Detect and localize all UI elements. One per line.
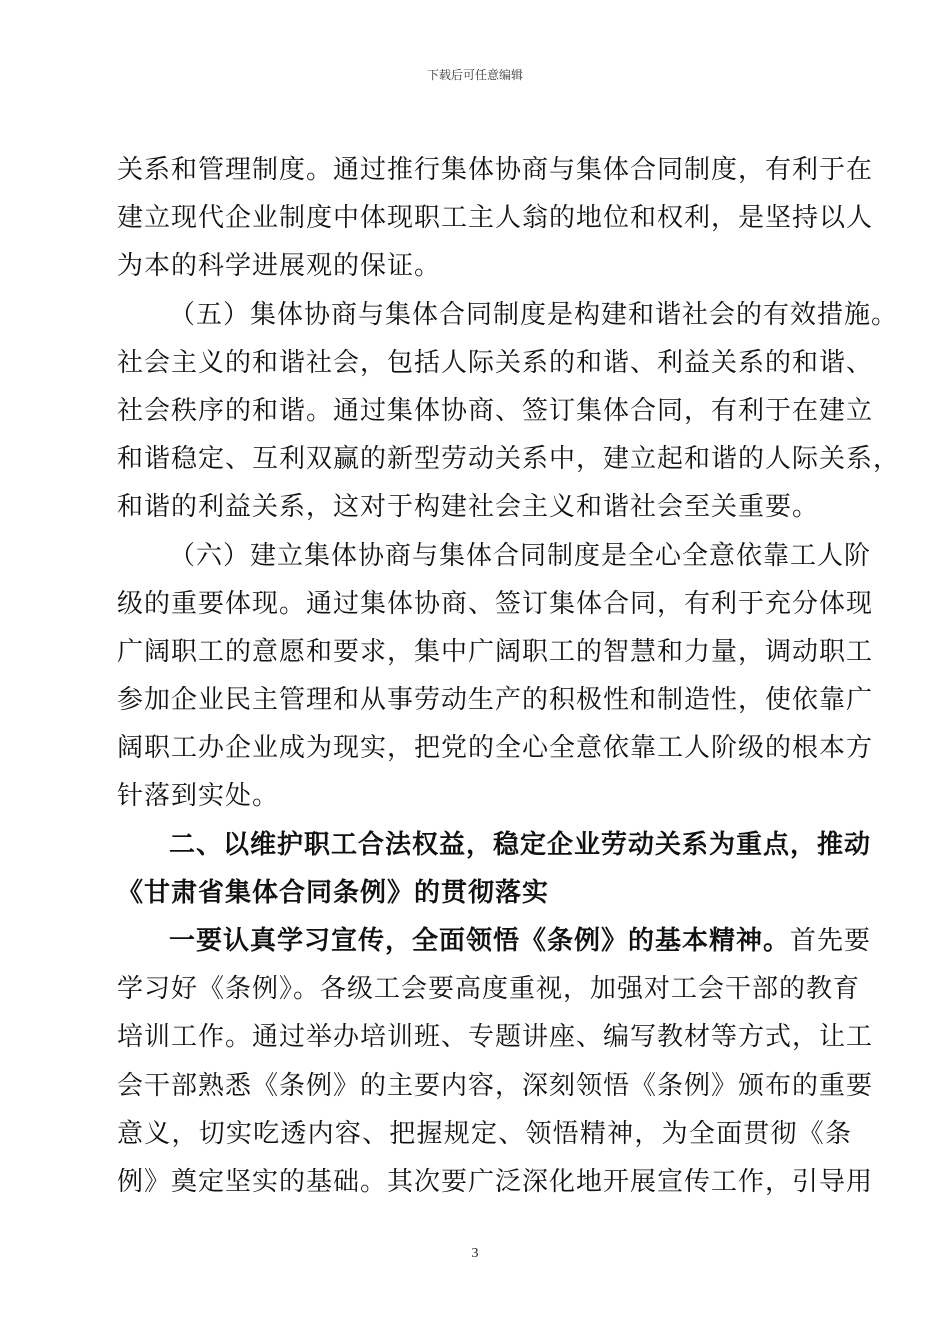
section-heading: 二、以维护职工合法权益，稳定企业劳动关系为重点，推动 [169,829,872,860]
text-line: （六）建立集体协商与集体合同制度是全心全意依靠工人阶 [169,540,872,571]
text-line: 为本的科学进展观的保证。 [117,251,442,282]
text-line: 例》奠定坚实的基础。其次要广泛深化地开展宣传工作，引导用 [117,1166,874,1197]
document-body [117,146,901,1206]
text-line: 培训工作。通过举办培训班、专题讲座、编写教材等方式，让工 [117,1022,874,1053]
text-line: 会干部熟悉《条例》的主要内容，深刻领悟《条例》颁布的重要 [117,1070,874,1101]
bold-lead: 一要认真学习宣传，全面领悟《条例》的基本精神。 [169,926,791,956]
text-line: 阔职工办企业成为现实，把党的全心全意依靠工人阶级的根本方 [117,733,874,764]
page-number: 3 [471,1246,479,1261]
text-line: 和谐稳定、互利双赢的新型劳动关系中，建立起和谐的人际关系， [117,444,901,475]
text-line: （五）集体协商与集体合同制度是构建和谐社会的有效措施。 [169,299,899,330]
section-heading: 《甘肃省集体合同条例》的贯彻落实 [117,877,550,908]
text-line: 参加企业民主管理和从事劳动生产的积极性和制造性，使依靠广 [117,685,874,716]
text-line: 和谐的利益关系，这对于构建社会主义和谐社会至关重要。 [117,492,820,523]
text-line: 社会秩序的和谐。通过集体协商、签订集体合同，有利于在建立 [117,395,874,426]
text-line: 意义，切实吃透内容、把握规定、领悟精神，为全面贯彻《条 [117,1118,852,1149]
text-span: 首先要 [790,926,872,956]
text-line: 广阔职工的意愿和要求，集中广阔职工的智慧和力量，调动职工 [117,636,874,667]
text-line: 针落到实处。 [117,781,280,812]
text-line: 级的重要体现。通过集体协商、签订集体合同，有利于充分体现 [117,588,874,619]
text-line: 关系和管理制度。通过推行集体协商与集体合同制度，有利于在 [117,155,874,185]
text-line: 建立现代企业制度中体现职工主人翁的地位和权利，是坚持以人 [117,203,874,234]
text-line: 学习好《条例》。各级工会要高度重视，加强对工会干部的教育 [117,974,861,1005]
text-line: 社会主义的和谐社会，包括人际关系的和谐、利益关系的和谐、 [117,347,874,378]
page-header: 下载后可任意编辑 [426,68,523,82]
text-line [117,917,872,965]
